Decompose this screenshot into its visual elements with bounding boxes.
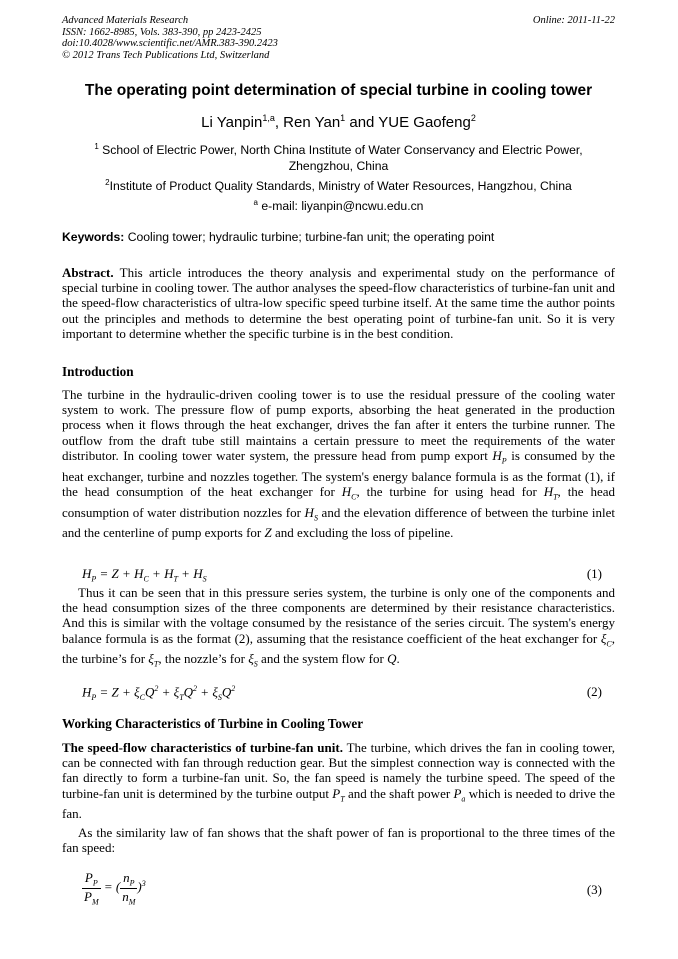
math-xiC: $\xi_C$ — [600, 630, 612, 649]
intro-paragraph-2 — [62, 585, 615, 672]
math-HS: $H_S$ — [304, 504, 318, 523]
text-run: and excluding the loss of pipeline. — [275, 525, 454, 541]
math-HP: $H_P$ — [492, 447, 507, 466]
author-name: Ren Yan — [283, 114, 341, 131]
affil-text: School of Electric Power, North China Institute of Water Conservancy and Electric Power, Zhengzhou, China — [102, 143, 583, 173]
text-run: . — [396, 651, 400, 667]
math-HT: $H_T$ — [543, 483, 558, 502]
email-text[interactable]: e-mail: liyanpin@ncwu.edu.cn — [261, 199, 424, 214]
author-affil-mark: 1 — [340, 113, 346, 123]
text-run: , the head consumption of water distribution nozzles for — [62, 483, 616, 520]
section-heading-working-characteristics: Working Characteristics of Turbine in Cooling Tower — [62, 716, 364, 731]
math-Pa: $P_a$ — [453, 785, 466, 804]
affil-mark: 1 — [94, 142, 99, 151]
email-line — [62, 195, 615, 215]
author-list — [62, 113, 615, 131]
affil-text: Institute of Product Quality Standards, Ministry of Water Resources, Hangzhou, China — [109, 179, 572, 194]
text-run: which is needed to drive the fan. — [62, 785, 616, 822]
equation-number: (3) — [586, 882, 602, 897]
text-run: and the system flow for — [261, 651, 384, 667]
math-Q: Q — [387, 651, 397, 667]
text-run: is consumed by the heat exchanger, turbine and nozzles together. The system's energy balance formula is as the format (1), if the head consumption of the heat exchanger for — [62, 447, 616, 499]
keywords-text: Cooling tower; hydraulic turbine; turbine-fan unit; the operating point — [127, 230, 495, 244]
issn-line: ISSN: 1662-8985, Vols. 383-390, pp 2423-2425 — [62, 26, 262, 38]
math-Z: Z — [264, 525, 272, 541]
online-date: Online: 2011-11-22 — [532, 15, 615, 26]
paper-title: The operating point determination of special turbine in cooling tower — [84, 82, 593, 99]
author-separator: , — [274, 114, 284, 131]
abstract-label: Abstract. — [62, 265, 114, 280]
section2-paragraph-1 — [62, 740, 615, 822]
copyright-line: © 2012 Trans Tech Publications Ltd, Switzerland — [62, 49, 270, 61]
math-xiS: $\xi_S$ — [248, 651, 258, 669]
affiliation-1 — [62, 139, 615, 174]
journal-header — [62, 15, 615, 61]
section-heading-introduction: Introduction — [62, 364, 134, 379]
author-affil-mark: 2 — [470, 113, 476, 123]
abstract-text: This article introduces the theory analysis and experimental study on the performance of special turbine in cooling tower. The author analyses the speed-flow characteristics of turbine-fan unit and the speed-flow characteristics of ultra-low specific speed turbine itself. At the same time the author points out the principles and methods to determine the best operating point of turbine-fan unit. So it is very important to determine whether the specific turbine is in the best condition. — [62, 265, 616, 341]
author-name: YUE Gaofeng — [378, 114, 471, 131]
equation-number: (2) — [586, 684, 602, 699]
equation-3: $\frac{P_P}{P_M}$ = ( $\frac{n_P}{n_M}$ )$^3$ (3) — [84, 870, 602, 907]
affil-mark: a — [253, 198, 258, 207]
equation-1: $H_P = Z + H_C + H_T + H_S$ (1) — [82, 566, 602, 584]
math-HC: $H_C$ — [341, 483, 357, 502]
fraction-power-ratio: $\frac{P_P}{P_M}$ — [84, 870, 99, 907]
keywords-label: Keywords: — [62, 230, 125, 244]
affiliation-2 — [62, 175, 615, 195]
text-run: , the turbine’s for — [62, 630, 616, 667]
text-run: , the turbine for using head for — [356, 483, 537, 499]
author-separator: and — [345, 114, 379, 131]
text-run: The turbine in the hydraulic-driven cooling tower is to use the residual pressure of the cooling water system to work. The pressure flow of pump exports, absorbing the heat generated in the production process when it flows through the heat exchanger, drives the fan after it enters the turbine runner. The outflow from the draft tube still maintains a certain pressure to meet the requirements of the water distributor. In cooling tower water system, the pressure head from pump export — [62, 387, 615, 463]
text-run: The turbine, which drives the fan in cooling tower, can be connected with fan through reduction gear. But the simplest connection way is connected with the fan directly to form a turbine-fan unit. So, the fan speed is namely the turbine speed. The speed of the turbine-fan unit is determined by the turbine output — [62, 740, 616, 801]
text-run: and the shaft power — [347, 785, 451, 801]
fraction-speed-ratio: $\frac{n_P}{n_M}$ — [122, 870, 136, 907]
keywords — [62, 230, 615, 244]
equation-number: (1) — [586, 566, 602, 581]
equation-2: $H_P = Z + \xi_CQ^2 + \xi_TQ^2 + \xi_SQ^2$ (2) — [82, 684, 602, 702]
abstract — [62, 265, 615, 341]
author-name: Li Yanpin — [201, 114, 263, 131]
affil-mark: 2 — [105, 178, 110, 187]
text-run: and the elevation difference of between the turbine inlet and the centerline of pump exports for — [62, 504, 616, 541]
math-PT: $P_T$ — [332, 785, 345, 804]
journal-name: Advanced Materials Research — [62, 15, 189, 26]
section2-paragraph-2: As the similarity law of fan shows that the shaft power of fan is proportional to the three times of the fan speed: — [62, 825, 615, 856]
doi-line[interactable]: doi:10.4028/www.scientific.net/AMR.383-390.2423 — [62, 38, 278, 49]
subsection-label: The speed-flow characteristics of turbine-fan unit. — [62, 740, 343, 755]
intro-paragraph-1 — [62, 387, 615, 541]
text-run: Thus it can be seen that in this pressure series system, the turbine is only one of the components and the head consumption sizes of the three components are determined by their resistance characteristics. And this is similar with the voltage consumed by the resistance of the series circuit. The system's energy balance formula is as the format (2), assuming that the resistance coefficient of the heat exchanger for — [62, 585, 615, 646]
author-affil-mark: 1,a — [262, 113, 275, 123]
math-xiT: $\xi_T$ — [148, 651, 159, 669]
text-run: , the nozzle’s for — [158, 651, 245, 667]
